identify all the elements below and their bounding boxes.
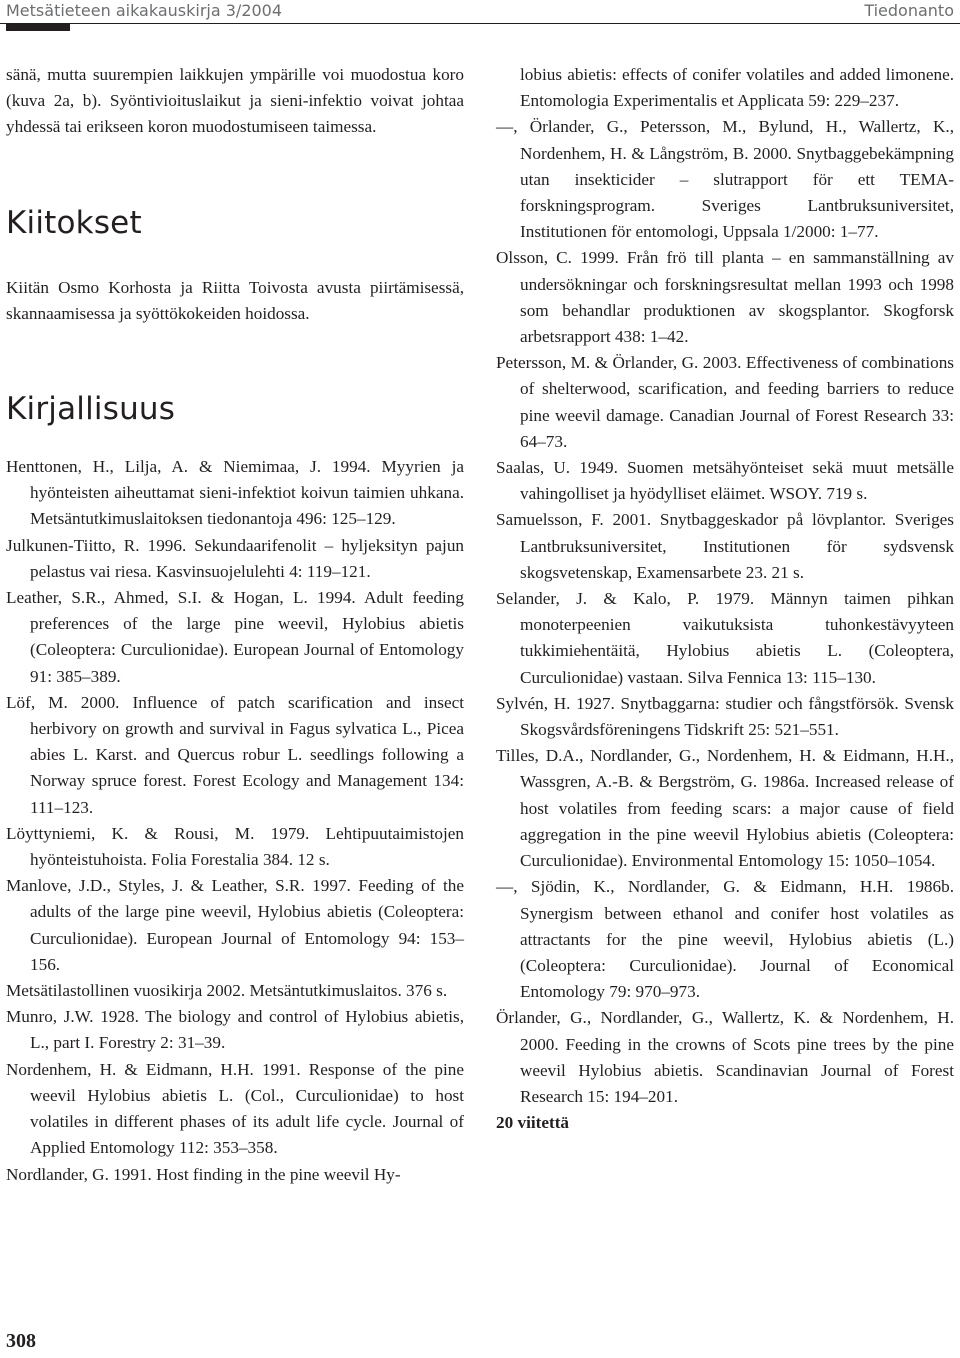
reference-item: Manlove, J.D., Styles, J. & Leather, S.R. 1997. Feeding of the adults of the large pine weevil, Hylobius abietis (Coleoptera: Curculionidae). European Journal of Entomology 94: 153–156. <box>6 876 464 974</box>
reference-item: Örlander, G., Nordlander, G., Wallertz, K. & Nordenhem, H. 2000. Feeding in the crowns of Scots pine trees by the pine weevil Hylobius abietis. Scandinavian Journal of Forest Research 15: 194–201. <box>496 1008 954 1106</box>
running-header <box>0 0 960 24</box>
reference-item: Löyttyniemi, K. & Rousi, M. 1979. Lehtipuutaimistojen hyönteistuhoista. Folia Forestalia 384. 12 s. <box>6 823 464 870</box>
reference-item: Tilles, D.A., Nordlander, G., Nordenhem, H. & Eidmann, H.H., Wassgren, A.-B. & Bergström, G. 1986a. Increased release of host volatiles from feeding scars: a major cause of field aggregation in the pine weevil Hylobius abietis (Coleoptera: Curculionidae). Environmental Entomology 15: 1050–1054. <box>496 746 954 871</box>
reference-item: Löf, M. 2000. Influence of patch scarification and insect herbivory on growth and survival in Fagus sylvatica L., Picea abies L. Karst. and Quercus robur L. seedlings following a Norway spruce forest. Forest Ecology and Management 134: 111–123. <box>6 692 464 817</box>
kiitokset-heading: Kiitokset <box>6 204 142 241</box>
reference-item: Olsson, C. 1999. Från frö till planta – en sammanställning av undersökningar och forskningsresultat mellan 1993 och 1998 som behandlar produktionen av skogsplantor. Skogforsk arbetsrapport 438: 1–42. <box>496 248 954 347</box>
reference-item: Leather, S.R., Ahmed, S.I. & Hogan, L. 1994. Adult feeding preferences of the large pine weevil, Hylobius abietis (Coleoptera: Curculionidae). European Journal of Entomology 91: 385–389. <box>6 588 464 686</box>
reference-item: Nordlander, G. 1991. Host finding in the pine weevil Hy- <box>6 1164 401 1184</box>
reference-item: —, Örlander, G., Petersson, M., Bylund, H., Wallertz, K., Nordenhem, H. & Långström, B. 2000. Snytbaggebekämpning utan insekticider – slutrapport för ett TEMA-forskningsprogram. Sveriges Lantbruksuniversitet, Institutionen för entomologi, Uppsala 1/2000: 1–77. <box>496 117 954 242</box>
kirjallisuus-heading: Kirjallisuus <box>6 391 176 428</box>
reference-item: Sylvén, H. 1927. Snytbaggarna: studier och fångstförsök. Svensk Skogsvårdsföreningens Tidskrift 25: 521–551. <box>496 693 954 740</box>
reference-item: Munro, J.W. 1928. The biology and control of Hylobius abietis, L., part I. Forestry 2: 31–39. <box>6 1007 464 1053</box>
reference-item: —, Sjödin, K., Nordlander, G. & Eidmann, H.H. 1986b. Synergism between ethanol and conifer host volatiles as attractants for the pine weevil, Hylobius abietis (L.) (Coleoptera: Curculionidae). Journal of Economical Entomology 79: 970–973. <box>496 877 954 1002</box>
intro-paragraph: sänä, mutta suurempien laikkujen ympärille voi muodostua koro (kuva 2a, b). Syöntivioituslaikut ja sieni-infektio voivat johtaa yhdessä tai erikseen koron muodostumiseen taimessa. <box>6 65 464 137</box>
reference-item: Julkunen-Tiitto, R. 1996. Sekundaarifenolit – hyljeksityn pajun pelastus vai riesa. Kasvinsuojelulehti 4: 119–121. <box>6 535 464 581</box>
reference-item: Samuelsson, F. 2001. Snytbaggeskador på lövplantor. Sveriges Lantbruksuniversitet, Institutionen för sydsvensk skogsvetenskap, Examensarbete 23. 21 s. <box>496 510 954 582</box>
left-column <box>6 62 464 1188</box>
reference-item: Petersson, M. & Örlander, G. 2003. Effectiveness of combinations of shelterwood, scarification, and feeding barriers to reduce pine weevil damage. Canadian Journal of Forest Research 33: 64–73. <box>496 353 954 451</box>
reference-item: Henttonen, H., Lilja, A. & Niemimaa, J. 1994. Myyrien ja hyönteisten aiheuttamat sieni-infektiot koivun taimien uhkana. Metsäntutkimuslaitoksen tiedonantoja 496: 125–129. <box>6 457 464 529</box>
section-label: Tiedonanto <box>864 1 954 20</box>
reference-item: Selander, J. & Kalo, P. 1979. Männyn taimen pihkan monoterpeenien vaikutuksista tuhonkestävyyteen tukkimiehentäitä, Hylobius abietis L. (Coleoptera, Curculionidae) vastaan. Silva Fennica 13: 115–130. <box>496 589 954 687</box>
page-number: 308 <box>6 1330 36 1352</box>
header-rule <box>0 23 960 24</box>
reference-list-right <box>496 62 954 1110</box>
reference-item-continued: lobius abietis: effects of conifer volatiles and added limonene. Entomologia Experimentalis et Applicata 59: 229–237. <box>520 65 954 111</box>
kiitokset-paragraph: Kiitän Osmo Korhosta ja Riitta Toivosta avusta piirtämisessä, skannaamisessa ja syöttökokeiden hoidossa. <box>6 277 464 323</box>
reference-item: Metsätilastollinen vuosikirja 2002. Metsäntutkimuslaitos. 376 s. <box>6 981 448 1001</box>
reference-count: 20 viitettä <box>496 1113 570 1133</box>
right-column <box>496 62 954 1136</box>
reference-list-left <box>6 454 464 1188</box>
reference-item: Saalas, U. 1949. Suomen metsähyönteiset sekä muut metsälle vahingolliset ja hyödylliset eläimet. WSOY. 719 s. <box>496 458 954 504</box>
header-accent-bar <box>6 24 70 31</box>
reference-item: Nordenhem, H. & Eidmann, H.H. 1991. Response of the pine weevil Hylobius abietis L. (Col., Curculionidae) to host volatiles in different phases of its adult life cycle. Journal of Applied Entomology 112: 353–358. <box>6 1059 464 1158</box>
journal-title: Metsätieteen aikakauskirja 3/2004 <box>6 1 283 20</box>
